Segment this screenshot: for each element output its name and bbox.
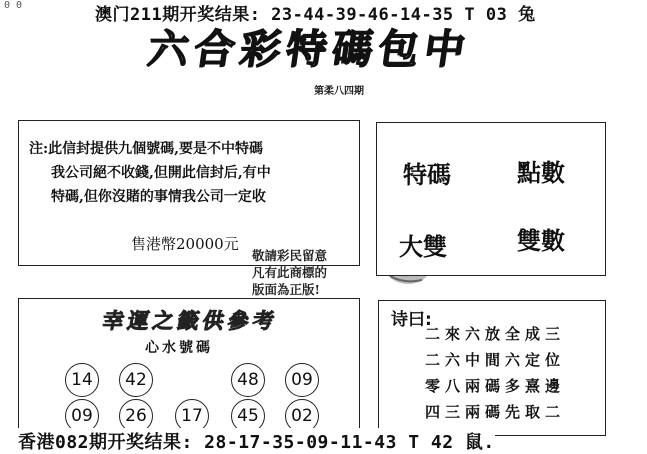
- lucky-number-ball: 17: [175, 399, 209, 433]
- lucky-number-ball: 02: [285, 399, 319, 433]
- lucky-number-ball: 48: [231, 363, 265, 397]
- lucky-title: 幸運之籤供參考: [100, 308, 281, 333]
- notice-line: 我公司絕不收錢,但開此信封后,有中: [51, 165, 271, 181]
- warning-line: 敬請彩民留意: [252, 248, 328, 263]
- category-big-even: 大雙: [399, 233, 447, 261]
- poem-line: 二六中間六定位: [425, 351, 566, 369]
- poem-line: 零八兩碼多熹邊: [425, 377, 566, 395]
- lucky-subtitle: 心水號碼: [145, 340, 213, 356]
- lucky-number-ball: 26: [119, 399, 153, 433]
- notice-text: [29, 137, 351, 209]
- main-title: 六合彩特碼包中: [145, 26, 474, 73]
- notice-line: 注:此信封提供九個號碼,要是不中特碼: [29, 141, 264, 157]
- lucky-number-ball: 09: [285, 363, 319, 397]
- warning-line: 版面為正版!: [252, 282, 320, 297]
- macau-result-header: 澳门211期开奖结果: 23-44-39-46-14-35 T 03 兔: [95, 5, 536, 25]
- poem-line: 二來六放全成三: [425, 325, 566, 343]
- lucky-number-ball: 09: [65, 399, 99, 433]
- category-box: [376, 122, 606, 276]
- category-points: 點數: [517, 159, 565, 187]
- notice-box: [18, 120, 360, 266]
- lucky-number-ball: 14: [65, 363, 99, 397]
- lucky-number-ball: 45: [231, 399, 265, 433]
- hongkong-result-footer: 香港082期开奖结果: 28-17-35-09-11-43 T 42 鼠.: [18, 428, 495, 454]
- poem-line: 四三兩碼先取二: [425, 403, 566, 421]
- issue-label: 第柔八四期: [314, 86, 364, 97]
- notice-line: 特碼,但你沒賭的事情我公司一定收: [51, 189, 266, 205]
- price-label: 售港幣20000元: [131, 235, 239, 253]
- poem-box: [378, 300, 606, 436]
- category-even: 雙數: [517, 227, 565, 255]
- corner-mark: 0 0: [4, 0, 23, 11]
- poem-title: 诗曰:: [391, 310, 432, 330]
- authenticity-warning: [252, 247, 370, 298]
- warning-line: 凡有此商標的: [252, 265, 328, 280]
- lucky-number-ball: 42: [119, 363, 153, 397]
- category-special-code: 特碼: [403, 161, 451, 189]
